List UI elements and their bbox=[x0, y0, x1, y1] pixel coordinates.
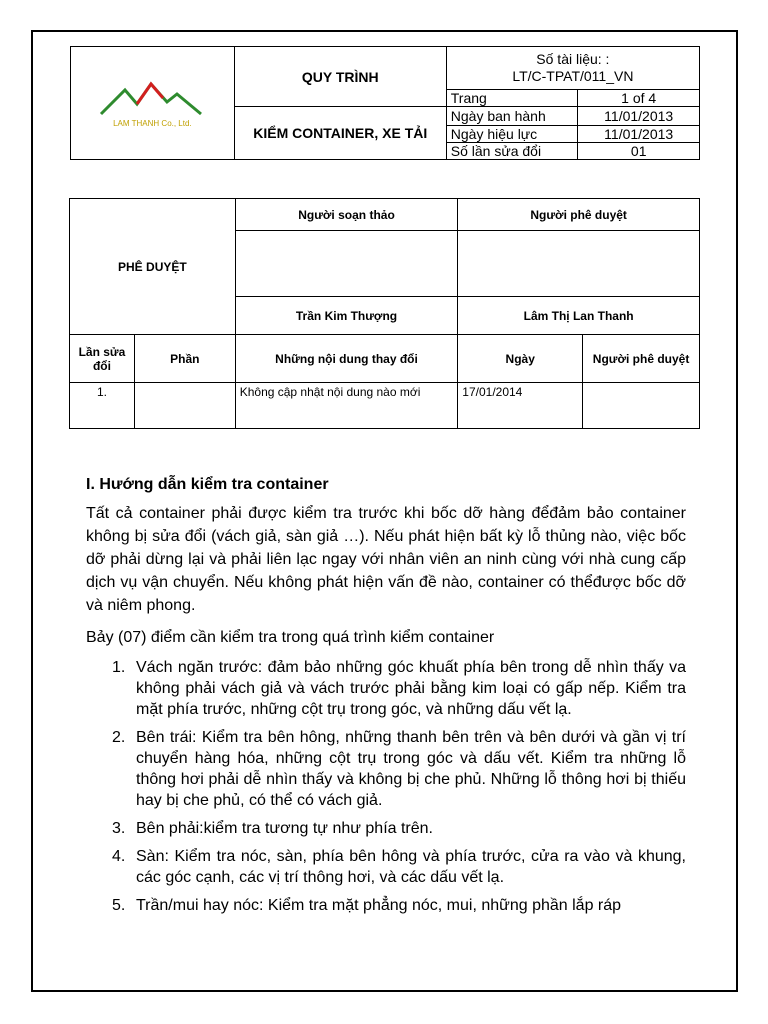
list-item-number: 2. bbox=[112, 729, 126, 746]
revision-col-number: Lần sửa đổi bbox=[70, 335, 135, 383]
list-item-number: 4. bbox=[112, 848, 126, 865]
doc-type-title: QUY TRÌNH bbox=[234, 47, 446, 107]
list-item bbox=[86, 846, 686, 888]
author-header: Người soạn thảo bbox=[235, 199, 458, 231]
author-signature-area bbox=[235, 231, 458, 297]
list-item-text: Trần/mui hay nóc: Kiểm tra mặt phẳng nóc, mui, những phần lắp ráp bbox=[136, 897, 622, 914]
company-logo-text: LAM THANH Co., Ltd. bbox=[113, 119, 192, 128]
list-item bbox=[86, 657, 686, 720]
doc-number-label: Số tài liệu: : bbox=[536, 51, 610, 67]
list-item bbox=[86, 818, 686, 839]
doc-number-value: LT/C-TPAT/011_VN bbox=[512, 68, 634, 84]
main-content bbox=[86, 476, 686, 923]
approver-header: Người phê duyệt bbox=[458, 199, 700, 231]
list-item bbox=[86, 727, 686, 811]
revision-col-approver: Người phê duyệt bbox=[583, 335, 700, 383]
meta-label-page: Trang bbox=[446, 90, 578, 107]
mountain-logo-icon bbox=[97, 78, 207, 118]
meta-label-issue-date: Ngày ban hành bbox=[446, 107, 578, 126]
revision-col-changes: Những nội dung thay đổi bbox=[235, 335, 458, 383]
checkpoint-list bbox=[86, 657, 686, 916]
revision-col-part: Phần bbox=[134, 335, 235, 383]
meta-value-revision-count: 01 bbox=[578, 143, 700, 160]
list-item-number: 1. bbox=[112, 659, 126, 676]
meta-label-effective-date: Ngày hiệu lực bbox=[446, 126, 578, 143]
revision-part bbox=[134, 383, 235, 429]
approval-section-label: PHÊ DUYỆT bbox=[70, 199, 236, 335]
list-item-number: 3. bbox=[112, 820, 126, 837]
list-item-text: Sàn: Kiểm tra nóc, sàn, phía bên hông và phía trước, cửa ra vào và khung, các góc cạnh, các vị trí thông hơi, và các dấu vết lạ. bbox=[136, 848, 686, 886]
doc-number-cell bbox=[446, 47, 699, 90]
checkpoints-intro: Bảy (07) điểm cần kiểm tra trong quá trình kiểm container bbox=[86, 629, 495, 646]
meta-value-effective-date: 11/01/2013 bbox=[578, 126, 700, 143]
company-logo bbox=[71, 47, 235, 160]
meta-label-revision-count: Số lần sửa đổi bbox=[446, 143, 578, 160]
table-row bbox=[70, 383, 700, 429]
list-item-number: 5. bbox=[112, 897, 126, 914]
meta-value-page: 1 of 4 bbox=[578, 90, 700, 107]
list-item bbox=[86, 895, 686, 916]
doc-subject-title: KIỂM CONTAINER, XE TẢI bbox=[234, 107, 446, 160]
approver-signature-area bbox=[458, 231, 700, 297]
revision-approver bbox=[583, 383, 700, 429]
revision-date: 17/01/2014 bbox=[458, 383, 583, 429]
section-title: I. Hướng dẫn kiểm tra container bbox=[86, 476, 329, 493]
meta-value-issue-date: 11/01/2013 bbox=[578, 107, 700, 126]
revision-number: 1. bbox=[70, 383, 135, 429]
author-name: Trần Kim Thượng bbox=[235, 297, 458, 335]
approver-name: Lâm Thị Lan Thanh bbox=[458, 297, 700, 335]
list-item-text: Bên trái: Kiểm tra bên hông, những thanh bên trên và bên dưới và gần vị trí chuyển hàng hóa, những cột trụ trong góc và dấu vết. Kiểm tra những lỗ thông hơi phải dễ nhìn thấy và không bị che phủ. Những lỗ thông hơi bị thiếu hay bị che phủ, có thể có vách giả. bbox=[136, 729, 686, 809]
list-item-text: Bên phải:kiểm tra tương tự như phía trên. bbox=[136, 820, 433, 837]
approval-table bbox=[69, 198, 700, 429]
revision-change: Không cập nhật nội dung nào mới bbox=[235, 383, 458, 429]
document-header-table bbox=[70, 46, 700, 160]
list-item-text: Vách ngăn trước: đảm bảo những góc khuất phía bên trong dễ nhìn thấy va không phải vách giả và vách trước phải bằng kim loại có gấp nếp. Kiểm tra mặt phía trước, những cột trụ trong góc, và những dấu vết lạ. bbox=[136, 659, 686, 718]
revision-col-date: Ngày bbox=[458, 335, 583, 383]
intro-paragraph: Tất cả container phải được kiểm tra trước khi bốc dỡ hàng đểđảm bảo container không bị sửa đổi (vách giả, sàn giả …). Nếu phát hiện bất kỳ lỗ thủng nào, việc bốc dỡ phải dừng lại và phải liên lạc ngay với nhân viên an ninh cùng với nhà cung cấp dịch vụ vận chuyển. Nếu không phát hiện vấn đề nào, container có thểđược bốc dỡ và niêm phong. bbox=[86, 505, 686, 614]
